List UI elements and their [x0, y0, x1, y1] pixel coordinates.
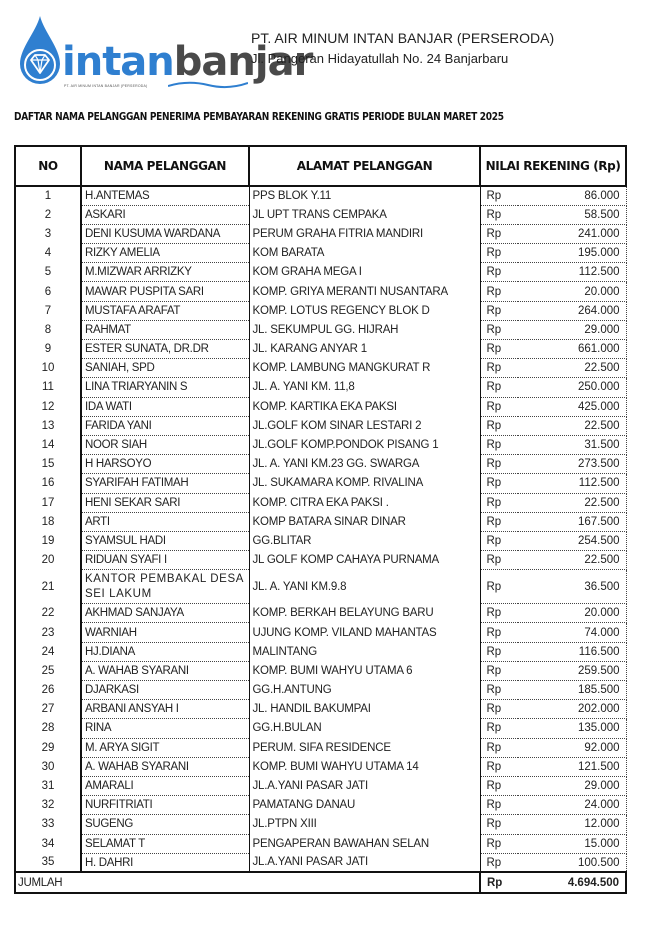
- row-number: 12: [15, 397, 81, 416]
- customer-address: KOM BARATA: [249, 244, 480, 263]
- currency-label: Rp: [480, 834, 518, 853]
- currency-label: Rp: [480, 263, 518, 282]
- table-row: [15, 853, 626, 872]
- bill-amount: 250.000: [518, 378, 626, 397]
- total-row: [15, 872, 626, 893]
- table-row: [15, 359, 626, 378]
- customer-name: ASKARI: [81, 205, 249, 224]
- bill-amount: 20.000: [518, 604, 626, 623]
- currency-label: Rp: [480, 186, 518, 205]
- column-header-no: NO: [15, 146, 81, 186]
- company-name: PT. AIR MINUM INTAN BANJAR (PERSERODA): [251, 30, 555, 46]
- table-row: [15, 263, 626, 282]
- bill-amount: 29.000: [518, 776, 626, 795]
- currency-label: Rp: [480, 320, 518, 339]
- bill-amount: 135.000: [518, 719, 626, 738]
- currency-label: Rp: [480, 244, 518, 263]
- table-row: [15, 604, 626, 623]
- bill-amount: 241.000: [518, 224, 626, 243]
- bill-amount: 195.000: [518, 244, 626, 263]
- customer-address: JL.PTPN XIII: [249, 815, 480, 834]
- customer-address: JL. A. YANI KM. 11,8: [249, 378, 480, 397]
- table-row: [15, 340, 626, 359]
- row-number: 8: [15, 320, 81, 339]
- row-number: 33: [15, 815, 81, 834]
- customer-address: GG.BLITAR: [249, 531, 480, 550]
- customer-address: JL GOLF KOMP CAHAYA PURNAMA: [249, 551, 480, 570]
- currency-label: Rp: [480, 642, 518, 661]
- bill-amount: 202.000: [518, 700, 626, 719]
- row-number: 25: [15, 661, 81, 680]
- table-row: [15, 700, 626, 719]
- bill-amount: 22.500: [518, 416, 626, 435]
- customer-name: AMARALI: [81, 776, 249, 795]
- customer-name: H.ANTEMAS: [81, 186, 249, 205]
- customer-address: KOM GRAHA MEGA I: [249, 263, 480, 282]
- table-row: [15, 570, 626, 604]
- brand-part-2: banjar: [173, 39, 313, 85]
- currency-label: Rp: [480, 359, 518, 378]
- bill-amount: 273.500: [518, 455, 626, 474]
- row-number: 6: [15, 282, 81, 301]
- customer-address: KOMP. LOTUS REGENCY BLOK D: [249, 301, 480, 320]
- table-row: [15, 738, 626, 757]
- brand-part-1: intan: [62, 39, 174, 85]
- table-row: [15, 757, 626, 776]
- row-number: 32: [15, 796, 81, 815]
- customer-address: PAMATANG DANAU: [249, 796, 480, 815]
- row-number: 9: [15, 340, 81, 359]
- total-label: JUMLAH: [15, 872, 480, 893]
- customer-address: PENGAPERAN BAWAHAN SELAN: [249, 834, 480, 853]
- row-number: 27: [15, 700, 81, 719]
- bill-amount: 425.000: [518, 397, 626, 416]
- bill-amount: 24.000: [518, 796, 626, 815]
- table-row: [15, 224, 626, 243]
- customer-name: LINA TRIARYANIN S: [81, 378, 249, 397]
- bill-amount: 254.500: [518, 531, 626, 550]
- bill-amount: 167.500: [518, 512, 626, 531]
- currency-label: Rp: [480, 224, 518, 243]
- water-drop-diamond-icon: [18, 14, 62, 88]
- currency-label: Rp: [480, 531, 518, 550]
- customer-address: PERUM. SIFA RESIDENCE: [249, 738, 480, 757]
- row-number: 23: [15, 623, 81, 642]
- document-title: DAFTAR NAMA PELANGGAN PENERIMA PEMBAYARAN REKENING GRATIS PERIODE BULAN MARET 2025: [14, 111, 504, 123]
- row-number: 3: [15, 224, 81, 243]
- currency-label: Rp: [480, 493, 518, 512]
- bill-amount: 264.000: [518, 301, 626, 320]
- customer-address: JL. A. YANI KM.9.8: [249, 570, 480, 604]
- row-number: 7: [15, 301, 81, 320]
- bill-amount: 22.500: [518, 493, 626, 512]
- customer-address: KOMP. BERKAH BELAYUNG BARU: [249, 604, 480, 623]
- customer-name: RINA: [81, 719, 249, 738]
- currency-label: Rp: [480, 397, 518, 416]
- bill-amount: 36.500: [518, 570, 626, 604]
- row-number: 22: [15, 604, 81, 623]
- customer-name: A. WAHAB SYARANI: [81, 661, 249, 680]
- bill-amount: 15.000: [518, 834, 626, 853]
- bill-amount: 31.500: [518, 435, 626, 454]
- table-row: [15, 301, 626, 320]
- customer-table: [14, 145, 627, 894]
- row-number: 29: [15, 738, 81, 757]
- customer-name: H HARSOYO: [81, 455, 249, 474]
- table-header-row: [15, 146, 626, 186]
- letterhead: [0, 0, 655, 100]
- customer-name: A. WAHAB SYARANI: [81, 757, 249, 776]
- currency-label: Rp: [480, 512, 518, 531]
- row-number: 18: [15, 512, 81, 531]
- customer-address: KOMP. KARTIKA EKA PAKSI: [249, 397, 480, 416]
- column-header-nilai: NILAI REKENING (Rp): [480, 146, 626, 186]
- customer-name: HJ.DIANA: [81, 642, 249, 661]
- customer-address: GG.H.ANTUNG: [249, 681, 480, 700]
- row-number: 4: [15, 244, 81, 263]
- currency-label: Rp: [480, 815, 518, 834]
- customer-name: SYARIFAH FATIMAH: [81, 474, 249, 493]
- customer-name: SELAMAT T: [81, 834, 249, 853]
- customer-name: RAHMAT: [81, 320, 249, 339]
- bill-amount: 112.500: [518, 263, 626, 282]
- column-header-alamat: ALAMAT PELANGGAN: [249, 146, 480, 186]
- customer-address: UJUNG KOMP. VILAND MAHANTAS: [249, 623, 480, 642]
- bill-amount: 86.000: [518, 186, 626, 205]
- table-row: [15, 661, 626, 680]
- wave-icon: [168, 80, 248, 90]
- table-row: [15, 834, 626, 853]
- currency-label: Rp: [480, 378, 518, 397]
- row-number: 30: [15, 757, 81, 776]
- table-row: [15, 416, 626, 435]
- customer-name: HENI SEKAR SARI: [81, 493, 249, 512]
- customer-name: NOOR SIAH: [81, 435, 249, 454]
- row-number: 19: [15, 531, 81, 550]
- bill-amount: 29.000: [518, 320, 626, 339]
- currency-label: Rp: [480, 455, 518, 474]
- currency-label: Rp: [480, 681, 518, 700]
- table-row: [15, 435, 626, 454]
- table-row: [15, 623, 626, 642]
- table-row: [15, 474, 626, 493]
- currency-label: Rp: [480, 853, 518, 872]
- row-number: 28: [15, 719, 81, 738]
- customer-name: WARNIAH: [81, 623, 249, 642]
- customer-address: JL.GOLF KOMP.PONDOK PISANG 1: [249, 435, 480, 454]
- currency-label: Rp: [480, 282, 518, 301]
- table-row: [15, 455, 626, 474]
- row-number: 31: [15, 776, 81, 795]
- currency-label: Rp: [480, 661, 518, 680]
- customer-name: DENI KUSUMA WARDANA: [81, 224, 249, 243]
- table-row: [15, 397, 626, 416]
- customer-name: AKHMAD SANJAYA: [81, 604, 249, 623]
- row-number: 21: [15, 570, 81, 604]
- customer-name: M.MIZWAR ARRIZKY: [81, 263, 249, 282]
- row-number: 17: [15, 493, 81, 512]
- customer-name: IDA WATI: [81, 397, 249, 416]
- currency-label: Rp: [480, 796, 518, 815]
- currency-label: Rp: [480, 551, 518, 570]
- table-row: [15, 512, 626, 531]
- customer-address: JL. HANDIL BAKUMPAI: [249, 700, 480, 719]
- customer-name: DJARKASI: [81, 681, 249, 700]
- customer-address: MALINTANG: [249, 642, 480, 661]
- currency-label: Rp: [480, 700, 518, 719]
- currency-label: Rp: [480, 340, 518, 359]
- table-row: [15, 531, 626, 550]
- table-row: [15, 244, 626, 263]
- row-number: 26: [15, 681, 81, 700]
- customer-address: KOMP. CITRA EKA PAKSI .: [249, 493, 480, 512]
- bill-amount: 74.000: [518, 623, 626, 642]
- table-row: [15, 642, 626, 661]
- customer-address: JL. A. YANI KM.23 GG. SWARGA: [249, 455, 480, 474]
- customer-address: JL. SEKUMPUL GG. HIJRAH: [249, 320, 480, 339]
- row-number: 13: [15, 416, 81, 435]
- customer-address: PPS BLOK Y.11: [249, 186, 480, 205]
- table-row: [15, 186, 626, 205]
- currency-label: Rp: [480, 738, 518, 757]
- customer-name: ARTI: [81, 512, 249, 531]
- row-number: 1: [15, 186, 81, 205]
- company-address: Jl. Pangeran Hidayatullah No. 24 Banjarbaru: [251, 51, 509, 66]
- customer-address: KOMP. GRIYA MERANTI NUSANTARA: [249, 282, 480, 301]
- bill-amount: 116.500: [518, 642, 626, 661]
- bill-amount: 121.500: [518, 757, 626, 776]
- customer-address: JL. SUKAMARA KOMP. RIVALINA: [249, 474, 480, 493]
- customer-name: MAWAR PUSPITA SARI: [81, 282, 249, 301]
- table-row: [15, 551, 626, 570]
- customer-name: H. DAHRI: [81, 853, 249, 872]
- table-body: [15, 186, 626, 872]
- currency-label: Rp: [480, 301, 518, 320]
- table-row: [15, 378, 626, 397]
- customer-address: GG.H.BULAN: [249, 719, 480, 738]
- table-row: [15, 719, 626, 738]
- row-number: 20: [15, 551, 81, 570]
- customer-name: SYAMSUL HADI: [81, 531, 249, 550]
- customer-address: JL UPT TRANS CEMPAKA: [249, 205, 480, 224]
- currency-label: Rp: [480, 416, 518, 435]
- bill-amount: 20.000: [518, 282, 626, 301]
- customer-address: JL.A.YANI PASAR JATI: [249, 776, 480, 795]
- currency-label: Rp: [480, 205, 518, 224]
- currency-label: Rp: [480, 435, 518, 454]
- bill-amount: 92.000: [518, 738, 626, 757]
- row-number: 24: [15, 642, 81, 661]
- customer-name: SANIAH, SPD: [81, 359, 249, 378]
- customer-name: FARIDA YANI: [81, 416, 249, 435]
- table-row: [15, 320, 626, 339]
- row-number: 11: [15, 378, 81, 397]
- total-currency: Rp: [480, 872, 518, 893]
- customer-address: KOMP. BUMI WAHYU UTAMA 14: [249, 757, 480, 776]
- bill-amount: 12.000: [518, 815, 626, 834]
- table-row: [15, 776, 626, 795]
- customer-name: RIDUAN SYAFI I: [81, 551, 249, 570]
- bill-amount: 185.500: [518, 681, 626, 700]
- customer-name: M. ARYA SIGIT: [81, 738, 249, 757]
- table-row: [15, 815, 626, 834]
- currency-label: Rp: [480, 623, 518, 642]
- row-number: 15: [15, 455, 81, 474]
- table-row: [15, 493, 626, 512]
- logo-tagline: PT. AIR MINUM INTAN BANJAR (PERSERODA): [64, 84, 148, 88]
- bill-amount: 58.500: [518, 205, 626, 224]
- row-number: 2: [15, 205, 81, 224]
- customer-address: KOMP. LAMBUNG MANGKURAT R: [249, 359, 480, 378]
- bill-amount: 661.000: [518, 340, 626, 359]
- table-row: [15, 205, 626, 224]
- customer-name: ARBANI ANSYAH I: [81, 700, 249, 719]
- table-row: [15, 796, 626, 815]
- customer-address: JL.A.YANI PASAR JATI: [249, 853, 480, 872]
- customer-name: RIZKY AMELIA: [81, 244, 249, 263]
- row-number: 35: [15, 853, 81, 872]
- customer-address: JL.GOLF KOM SINAR LESTARI 2: [249, 416, 480, 435]
- currency-label: Rp: [480, 776, 518, 795]
- customer-address: KOMP BATARA SINAR DINAR: [249, 512, 480, 531]
- column-header-nama: NAMA PELANGGAN: [81, 146, 249, 186]
- bill-amount: 100.500: [518, 853, 626, 872]
- row-number: 5: [15, 263, 81, 282]
- bill-amount: 22.500: [518, 551, 626, 570]
- bill-amount: 259.500: [518, 661, 626, 680]
- row-number: 10: [15, 359, 81, 378]
- customer-address: KOMP. BUMI WAHYU UTAMA 6: [249, 661, 480, 680]
- table-row: [15, 282, 626, 301]
- row-number: 34: [15, 834, 81, 853]
- customer-name: ESTER SUNATA, DR.DR: [81, 340, 249, 359]
- currency-label: Rp: [480, 474, 518, 493]
- company-logo: [18, 14, 313, 90]
- total-value: 4.694.500: [518, 872, 626, 893]
- currency-label: Rp: [480, 570, 518, 604]
- currency-label: Rp: [480, 719, 518, 738]
- currency-label: Rp: [480, 604, 518, 623]
- bill-amount: 112.500: [518, 474, 626, 493]
- customer-address: PERUM GRAHA FITRIA MANDIRI: [249, 224, 480, 243]
- customer-name: KANTOR PEMBAKAL DESA SEI LAKUM: [81, 570, 249, 604]
- customer-name: SUGENG: [81, 815, 249, 834]
- customer-name: MUSTAFA ARAFAT: [81, 301, 249, 320]
- customer-address: JL. KARANG ANYAR 1: [249, 340, 480, 359]
- row-number: 14: [15, 435, 81, 454]
- customer-name: NURFITRIATI: [81, 796, 249, 815]
- bill-amount: 22.500: [518, 359, 626, 378]
- table-row: [15, 681, 626, 700]
- currency-label: Rp: [480, 757, 518, 776]
- row-number: 16: [15, 474, 81, 493]
